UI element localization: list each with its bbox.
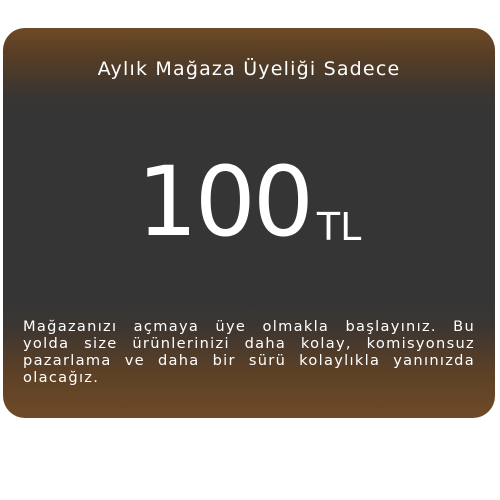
price-currency: TL [316,205,362,249]
price-display [3,140,495,258]
membership-card [3,28,495,418]
card-description: Mağazanızı açmaya üye olmakla başlayınız. Bu yolda size ürünlerinizi daha kolay, komisyonsuz pazarlama ve daha bir sürü kolaylıkla yanınızda olacağız. [23,318,475,386]
card-title: Aylık Mağaza Üyeliği Sadece [97,58,401,80]
price-amount: 100 [136,146,311,258]
